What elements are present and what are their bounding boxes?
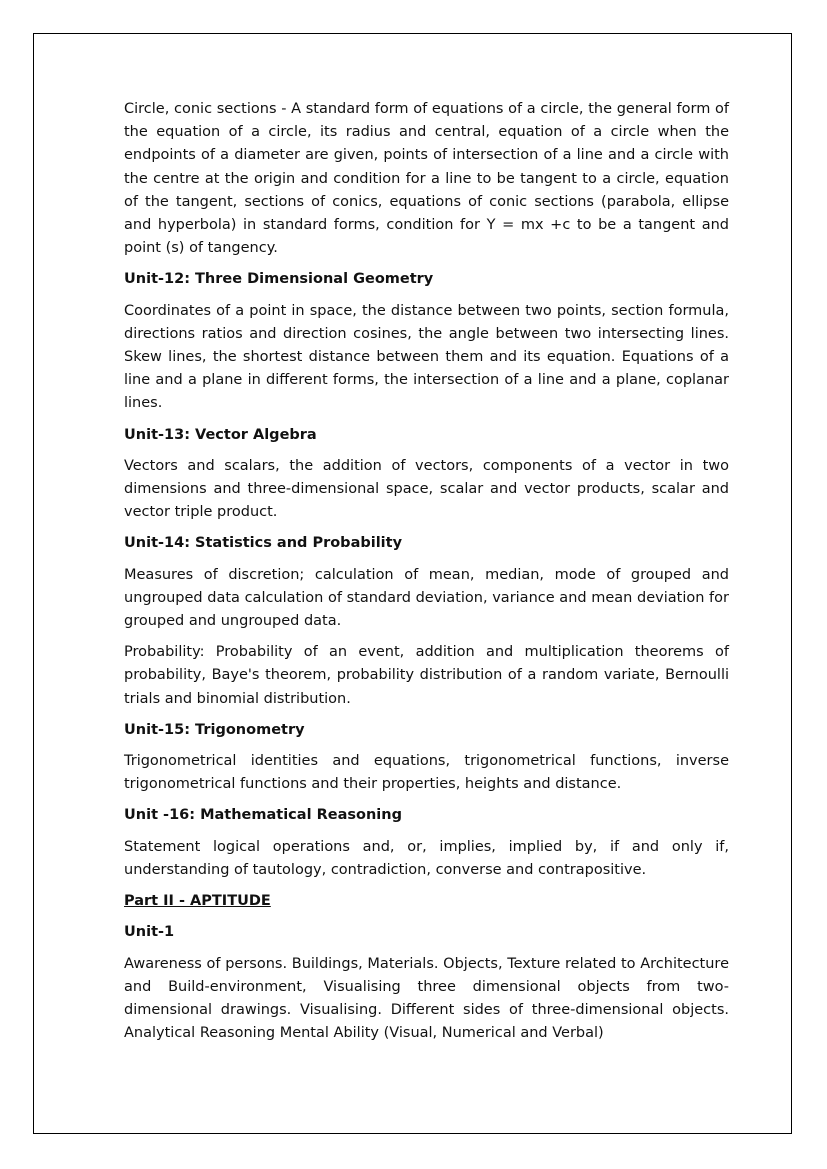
paragraph-statistics: Measures of discretion; calculation of mean, median, mode of grouped and ungrouped data calculation of standard deviation, variance and mean deviation for grouped and ungrouped data. xyxy=(124,566,729,630)
paragraph-vector-algebra: Vectors and scalars, the addition of vectors, components of a vector in two dimensions and three-dimensional space, scalar and vector products, scalar and vector triple product. xyxy=(124,457,729,521)
heading-unit-16: Unit -16: Mathematical Reasoning xyxy=(124,807,402,824)
paragraph-trigonometry: Trigonometrical identities and equations, trigonometrical functions, inverse trigonometrical functions and their properties, heights and distance. xyxy=(124,753,729,793)
heading-unit-1: Unit-1 xyxy=(124,924,175,941)
heading-part-ii-aptitude: Part II - APTITUDE xyxy=(124,893,271,910)
paragraph-mathematical-reasoning: Statement logical operations and, or, implies, implied by, if and only if, understanding of tautology, contradiction, converse and contrapositive. xyxy=(124,838,729,878)
paragraph-aptitude-unit-1: Awareness of persons. Buildings, Materials. Objects, Texture related to Architecture and Build-environment, Visualising three dimensional objects from two-dimensional drawings. Visualising. Different sides of three-dimensional objects. Analytical Reasoning Mental Ability (Visual, Numerical and Verbal) xyxy=(124,955,729,1042)
heading-unit-12: Unit-12: Three Dimensional Geometry xyxy=(124,271,434,288)
paragraph-three-dimensional-geometry: Coordinates of a point in space, the distance between two points, section formula, directions ratios and direction cosines, the angle between two intersecting lines. Skew lines, the shortest distance between them and its equation. Equations of a line and a plane in different forms, the intersection of a line and a plane, coplanar lines. xyxy=(124,302,729,412)
paragraph-probability: Probability: Probability of an event, addition and multiplication theorems of probability, Baye's theorem, probability distribution of a random variate, Bernoulli trials and binomial distribution. xyxy=(124,644,729,707)
heading-unit-13: Unit-13: Vector Algebra xyxy=(124,426,317,443)
document-body xyxy=(124,98,729,1053)
paragraph-circle-conic-sections: Circle, conic sections - A standard form of equations of a circle, the general form of the equation of a circle, its radius and central, equation of a circle when the endpoints of a diameter are given, points of intersection of a line and a circle with the centre at the origin and condition for a line to be tangent to a circle, equation of the tangent, sections of conics, equations of conic sections (parabola, ellipse and hyperbola) in standard forms, condition for Y = mx +c to be a tangent and point (s) of tangency. xyxy=(124,101,729,257)
heading-unit-14: Unit-14: Statistics and Probability xyxy=(124,535,403,552)
heading-unit-15: Unit-15: Trigonometry xyxy=(124,721,305,738)
